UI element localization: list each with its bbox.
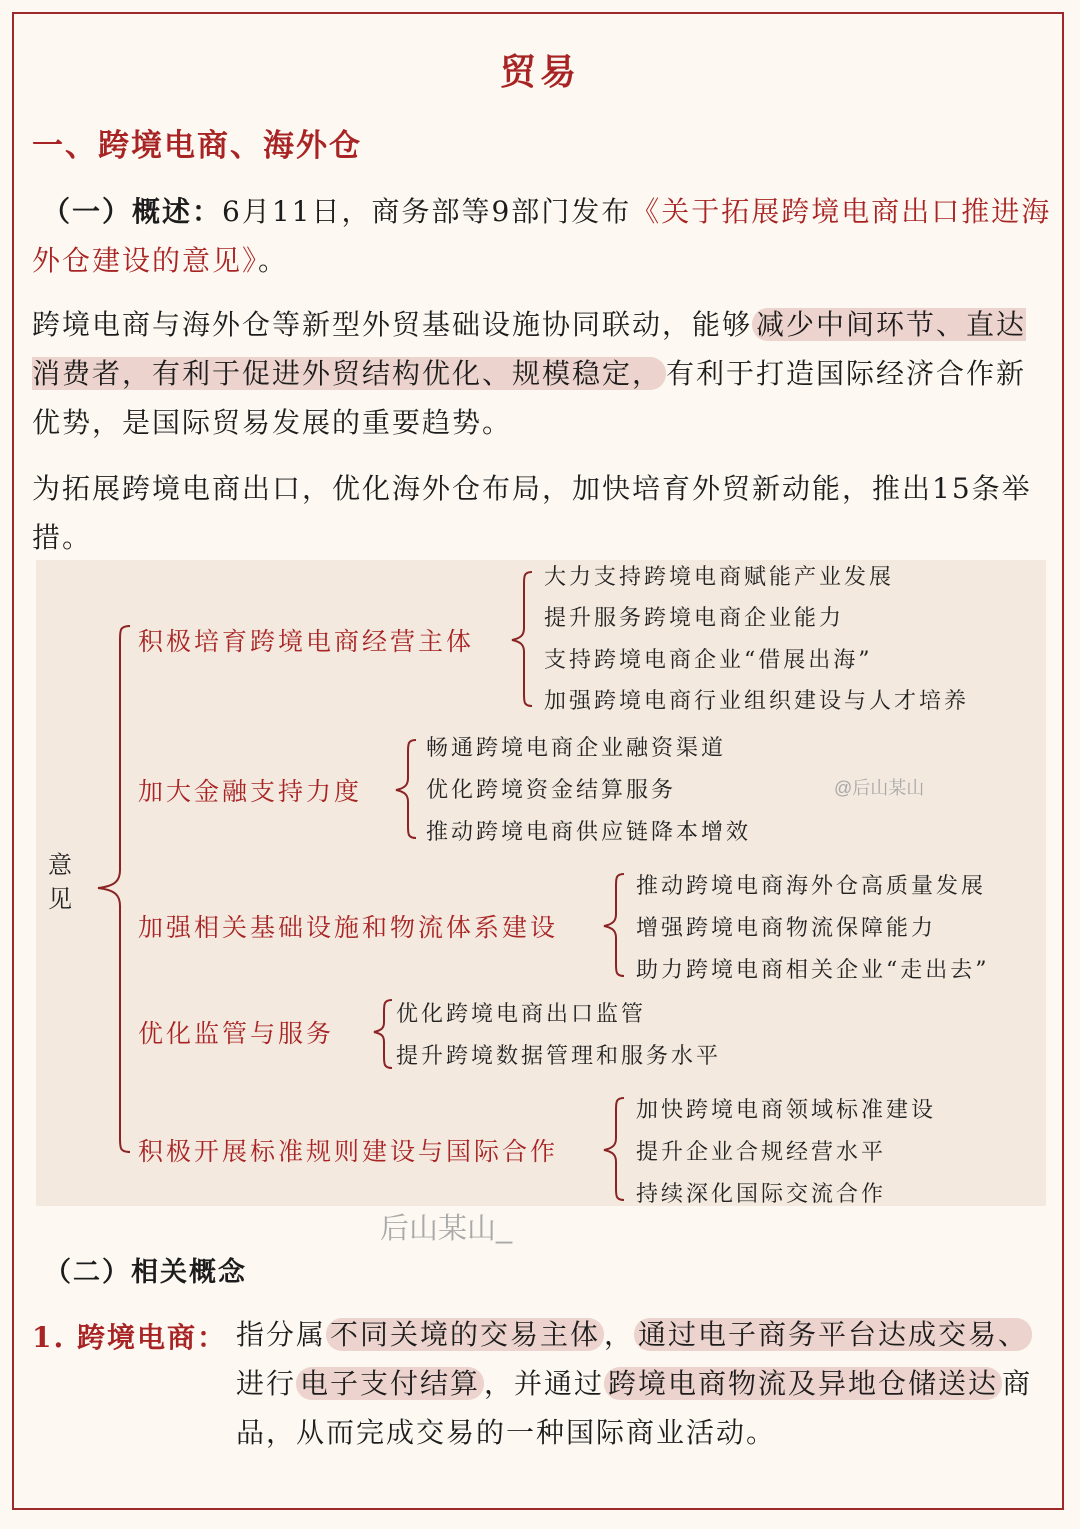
- leaf-item: 加强跨境电商行业组织建设与人才培养: [544, 689, 970, 714]
- overview-label: （一）概述: [42, 195, 193, 228]
- leaf-item: 提升服务跨境电商企业能力: [544, 606, 845, 631]
- definition-part: 进行: [236, 1367, 297, 1400]
- definition-highlight: 电子支付结算: [296, 1367, 484, 1400]
- leaf-item: 优化跨境电商出口监管: [396, 1002, 647, 1027]
- leaf-item: 增强跨境电商物流保障能力: [636, 916, 937, 941]
- definition-highlight: 不同关境的交易主体: [326, 1318, 604, 1351]
- branch-5-bracket: [604, 1098, 624, 1200]
- benefits-paragraph: [32, 300, 1052, 447]
- section-heading-2: （二）相关概念: [44, 1257, 247, 1288]
- definition-text: [236, 1310, 1046, 1457]
- section-heading-1: 一、跨境电商、海外仓: [32, 128, 362, 164]
- definition-highlight: 通过电子商务平台达成交易、: [634, 1318, 1032, 1351]
- branch-label: 积极开展标准规则建设与国际合作: [138, 1137, 559, 1166]
- author-watermark: 后山某山_: [380, 1213, 513, 1245]
- mindmap-root: 意见: [48, 851, 72, 913]
- definition-part: 商品，从而完成交易的一种国际商业活动。: [236, 1367, 1033, 1449]
- overview-text: 6月11日，商务部等9部门发布: [222, 195, 632, 228]
- overview-colon: ：: [192, 195, 223, 228]
- branch-1-bracket: [512, 572, 532, 706]
- leaf-item: 持续深化国际交流合作: [636, 1182, 887, 1207]
- leaf-item: 支持跨境电商企业“借展出海”: [544, 648, 873, 673]
- branch-2-bracket: [396, 740, 416, 838]
- root-bracket: [98, 626, 130, 1152]
- leaf-item: 推动跨境电商海外仓高质量发展: [636, 874, 987, 899]
- document-title: 《关于拓展跨境电商出口推进海外仓建设的意见》: [32, 195, 1052, 277]
- leaf-item: 助力跨境电商相关企业“走出去”: [636, 958, 990, 983]
- leaf-item: 提升企业合规经营水平: [636, 1140, 887, 1165]
- definition-part: ，并通过: [484, 1367, 605, 1400]
- definition-label: 1. 跨境电商：: [32, 1321, 227, 1354]
- leaf-item: 优化跨境资金结算服务: [426, 778, 677, 803]
- branch-label: 加大金融支持力度: [138, 777, 363, 806]
- benefits-highlight: 减少中间环节、直达消费者，有利于促进外贸结构优化、规模稳定，: [32, 308, 1027, 390]
- page-title: 贸易: [499, 51, 580, 93]
- branch-4-bracket: [374, 1000, 392, 1068]
- branch-3-bracket: [604, 874, 624, 976]
- definition-part: 指分属: [236, 1318, 327, 1351]
- definition-highlight: 跨境电商物流及异地仓储送达: [604, 1367, 1002, 1400]
- leaf-item: 加快跨境电商领域标准建设: [636, 1098, 937, 1123]
- measures-paragraph: 为拓展跨境电商出口，优化海外仓布局，加快培育外贸新动能，推出15条举措。: [32, 472, 1032, 554]
- mindmap-panel: [36, 560, 1046, 1206]
- branch-label: 积极培育跨境电商经营主体: [138, 627, 475, 656]
- overview-end: 。: [258, 244, 289, 277]
- leaf-item: 推动跨境电商供应链降本增效: [426, 820, 752, 845]
- overview-paragraph: [32, 187, 1052, 285]
- leaf-item: 提升跨境数据管理和服务水平: [396, 1044, 722, 1069]
- benefits-text-a: 跨境电商与海外仓等新型外贸基础设施协同联动，能够: [32, 308, 753, 341]
- branch-label: 加强相关基础设施和物流体系建设: [138, 913, 559, 942]
- leaf-item: 大力支持跨境电商赋能产业发展: [544, 565, 895, 590]
- benefits-text-b: 有利于打造国际经济合作新优势，是国际贸易发展的重要趋势。: [32, 357, 1027, 439]
- definition-part: ，: [604, 1318, 635, 1351]
- leaf-item: 畅通跨境电商企业融资渠道: [426, 736, 727, 761]
- mindmap-watermark: @后山某山: [834, 778, 925, 798]
- branch-label: 优化监管与服务: [138, 1019, 335, 1048]
